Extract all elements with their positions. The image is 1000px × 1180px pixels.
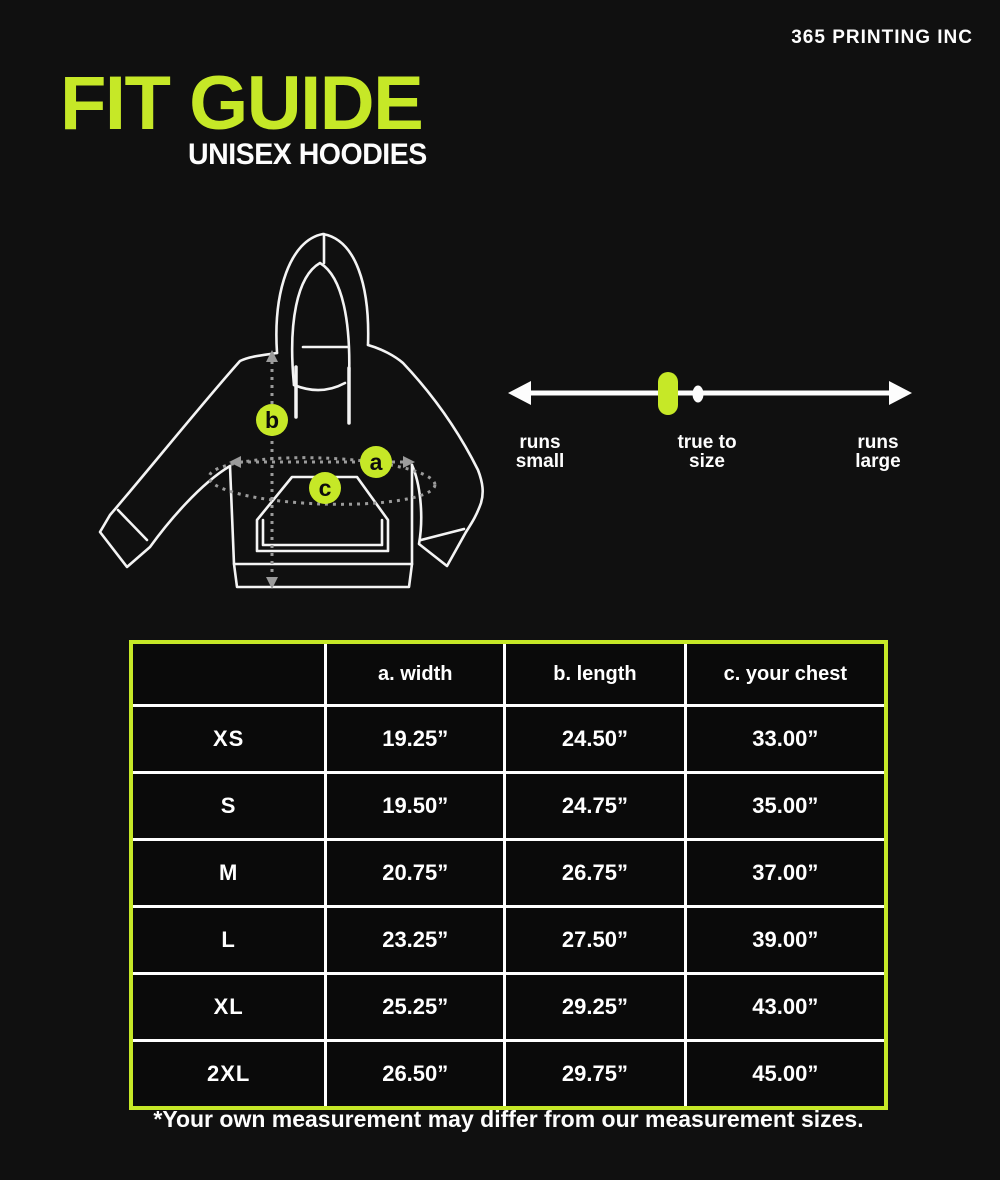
marker-b-label: b — [264, 407, 280, 433]
width-value: 23.25” — [326, 907, 505, 974]
length-value: 24.50” — [505, 706, 685, 773]
table-row — [131, 907, 886, 974]
fit-scale — [500, 365, 920, 423]
length-value: 24.75” — [505, 773, 685, 840]
hood-outline — [276, 234, 368, 353]
hem-band — [234, 564, 412, 587]
left-sleeve — [100, 353, 280, 567]
chest-value: 37.00” — [685, 840, 886, 907]
width-value: 19.25” — [326, 706, 505, 773]
length-value: 29.75” — [505, 1041, 685, 1109]
header-cell-chest: c. your chest — [685, 642, 886, 706]
marker-a-label: a — [369, 449, 383, 475]
chest-value: 45.00” — [685, 1041, 886, 1109]
brand-name: 365 PRINTING INC — [791, 27, 973, 48]
scale-dot — [693, 386, 704, 403]
size-label: 2XL — [131, 1041, 326, 1109]
width-value: 26.50” — [326, 1041, 505, 1109]
size-label: XL — [131, 974, 326, 1041]
hoodie-diagram — [90, 220, 490, 610]
scale-arrow-right — [889, 381, 912, 405]
size-label: L — [131, 907, 326, 974]
length-value: 27.50” — [505, 907, 685, 974]
header-cell-empty — [131, 642, 326, 706]
width-value: 19.50” — [326, 773, 505, 840]
hood-opening — [292, 263, 349, 385]
scale-label-line: small — [515, 451, 565, 472]
header-cell-length: b. length — [505, 642, 685, 706]
scale-label-line: runs — [519, 432, 561, 453]
chest-value: 43.00” — [685, 974, 886, 1041]
chest-value: 35.00” — [685, 773, 886, 840]
footnote: *Your own measurement may differ from our measurement sizes. — [153, 1106, 864, 1132]
table-header-row — [131, 642, 886, 706]
length-value: 26.75” — [505, 840, 685, 907]
scale-label-line: runs — [857, 432, 899, 453]
scale-label-line: true to — [677, 432, 737, 453]
table-row — [131, 773, 886, 840]
scale-label-line: large — [855, 451, 901, 472]
width-value: 20.75” — [326, 840, 505, 907]
header-cell-width: a. width — [326, 642, 505, 706]
scale-arrow-left — [508, 381, 531, 405]
chest-value: 33.00” — [685, 706, 886, 773]
size-label: XS — [131, 706, 326, 773]
table-row — [131, 840, 886, 907]
page-subtitle: UNISEX HOODIES — [188, 138, 427, 171]
chest-value: 39.00” — [685, 907, 886, 974]
pocket-inner-seam — [263, 520, 382, 545]
size-label: M — [131, 840, 326, 907]
size-label: S — [131, 773, 326, 840]
scale-label-line: size — [689, 451, 725, 472]
body-left-edge — [230, 466, 234, 564]
marker-c-label: c — [318, 475, 332, 501]
table-row — [131, 1041, 886, 1109]
table-row — [131, 974, 886, 1041]
size-table — [129, 640, 888, 1110]
length-value: 29.25” — [505, 974, 685, 1041]
width-value: 25.25” — [326, 974, 505, 1041]
scale-label-runs-large — [808, 433, 948, 471]
collar-bottom — [294, 383, 345, 390]
left-cuff-seam — [118, 510, 147, 540]
page-title: FIT GUIDE — [60, 61, 423, 146]
table-row — [131, 706, 886, 773]
right-cuff-seam — [421, 529, 464, 540]
scale-marker-green — [658, 372, 678, 415]
scale-label-runs-small — [470, 433, 610, 471]
scale-label-true-to-size — [637, 433, 777, 471]
